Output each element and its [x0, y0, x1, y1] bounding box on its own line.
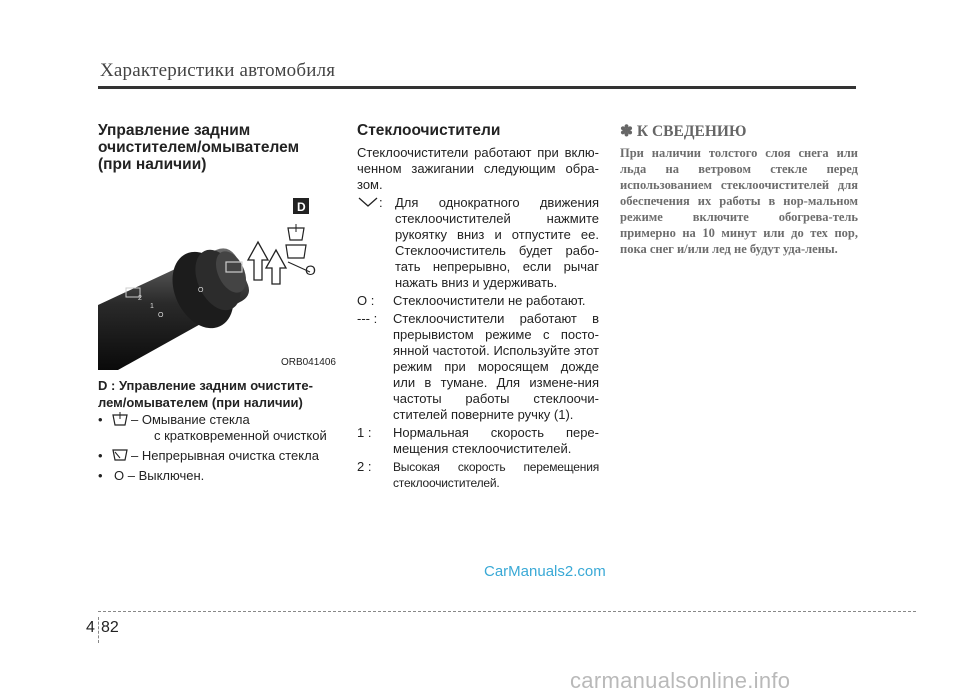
mist-chevron-icon	[357, 197, 379, 207]
svg-text:O: O	[158, 312, 164, 319]
footer-rule	[98, 611, 916, 612]
wipers-title: Стеклоочистители	[357, 122, 501, 139]
wiper-mode-row: 1 : Нормальная скорость пере-мещения стеклоочистителей.	[357, 425, 599, 456]
page-number: 82	[101, 619, 119, 636]
header-rule	[98, 86, 856, 89]
page-separator	[98, 617, 99, 643]
intermittent-wipe-icon	[286, 245, 306, 258]
rear-wiper-bullets	[98, 412, 348, 488]
d-badge-label: D	[297, 200, 306, 214]
info-note	[620, 122, 858, 257]
site-watermark: carmanualsonline.info	[570, 668, 791, 693]
figure-code: ORB041406	[280, 357, 336, 368]
carmanuals-watermark: CarManuals2.com	[484, 563, 606, 580]
mist-mode-key: :	[357, 195, 395, 291]
wiper-mode-row: O : Стеклоочистители не работают.	[357, 293, 586, 308]
svg-text:O: O	[198, 287, 204, 294]
off-position-label: O	[305, 262, 316, 278]
wiper-mode-row: : Для однократного движения стеклоочистителей нажмите рукоятку вниз и отпустите ее. Стеклоочиститель будет рабо-тать непрерывно, если рычаг нажать вниз и удерживать.	[357, 195, 599, 291]
figure-caption: D : Управление задним очистите- лем/омывателем (при наличии)	[98, 378, 313, 410]
list-item: • O – Выключен.	[98, 468, 205, 483]
list-item: • – Омывание стекла с кратковременной очисткой	[98, 412, 327, 443]
note-title: ✽ К СВЕДЕНИЮ	[620, 123, 747, 140]
svg-text:1: 1	[150, 303, 154, 310]
wiper-mode-row: 2 : Высокая скорость перемещения стеклоочистителей.	[357, 459, 599, 490]
intermittent-wipe-icon	[112, 448, 128, 462]
chapter-number: 4	[86, 619, 95, 636]
note-body: При наличии толстого слоя снега или льда на ветровом стекле перед использованием стеклоочистителей для обеспечения их работы в нор-мальном режиме включите обогрева-тель примерно на 10 минут или до тех пор, пока снег и/или лед не будут уда-лены.	[620, 146, 858, 256]
wipers-section	[357, 122, 599, 493]
wiper-lever-figure	[98, 180, 338, 370]
wipers-intro: Стеклоочистители работают при вклю-ченном зажигании следующим обра-зом.	[357, 145, 599, 192]
list-item: • – Непрерывная очистка стекла	[98, 448, 319, 463]
wiper-mode-row: --- : Стеклоочистители работают в прерывистом режиме с посто-янной частотой. Используйте этот режим при моросящем дожде или в тумане. Для измене-ния частоты работы стеклоочи-стителей поверните ручку (1).	[357, 311, 599, 422]
svg-text:2: 2	[138, 295, 142, 302]
rear-wiper-title: Управление задним очистителем/омывателем (при наличии)	[98, 122, 300, 173]
washer-icon	[112, 412, 128, 426]
rear-wiper-section	[98, 122, 338, 173]
wiper-lever-illustration	[98, 180, 338, 370]
page-header-title: Характеристики автомобиля	[100, 60, 336, 81]
